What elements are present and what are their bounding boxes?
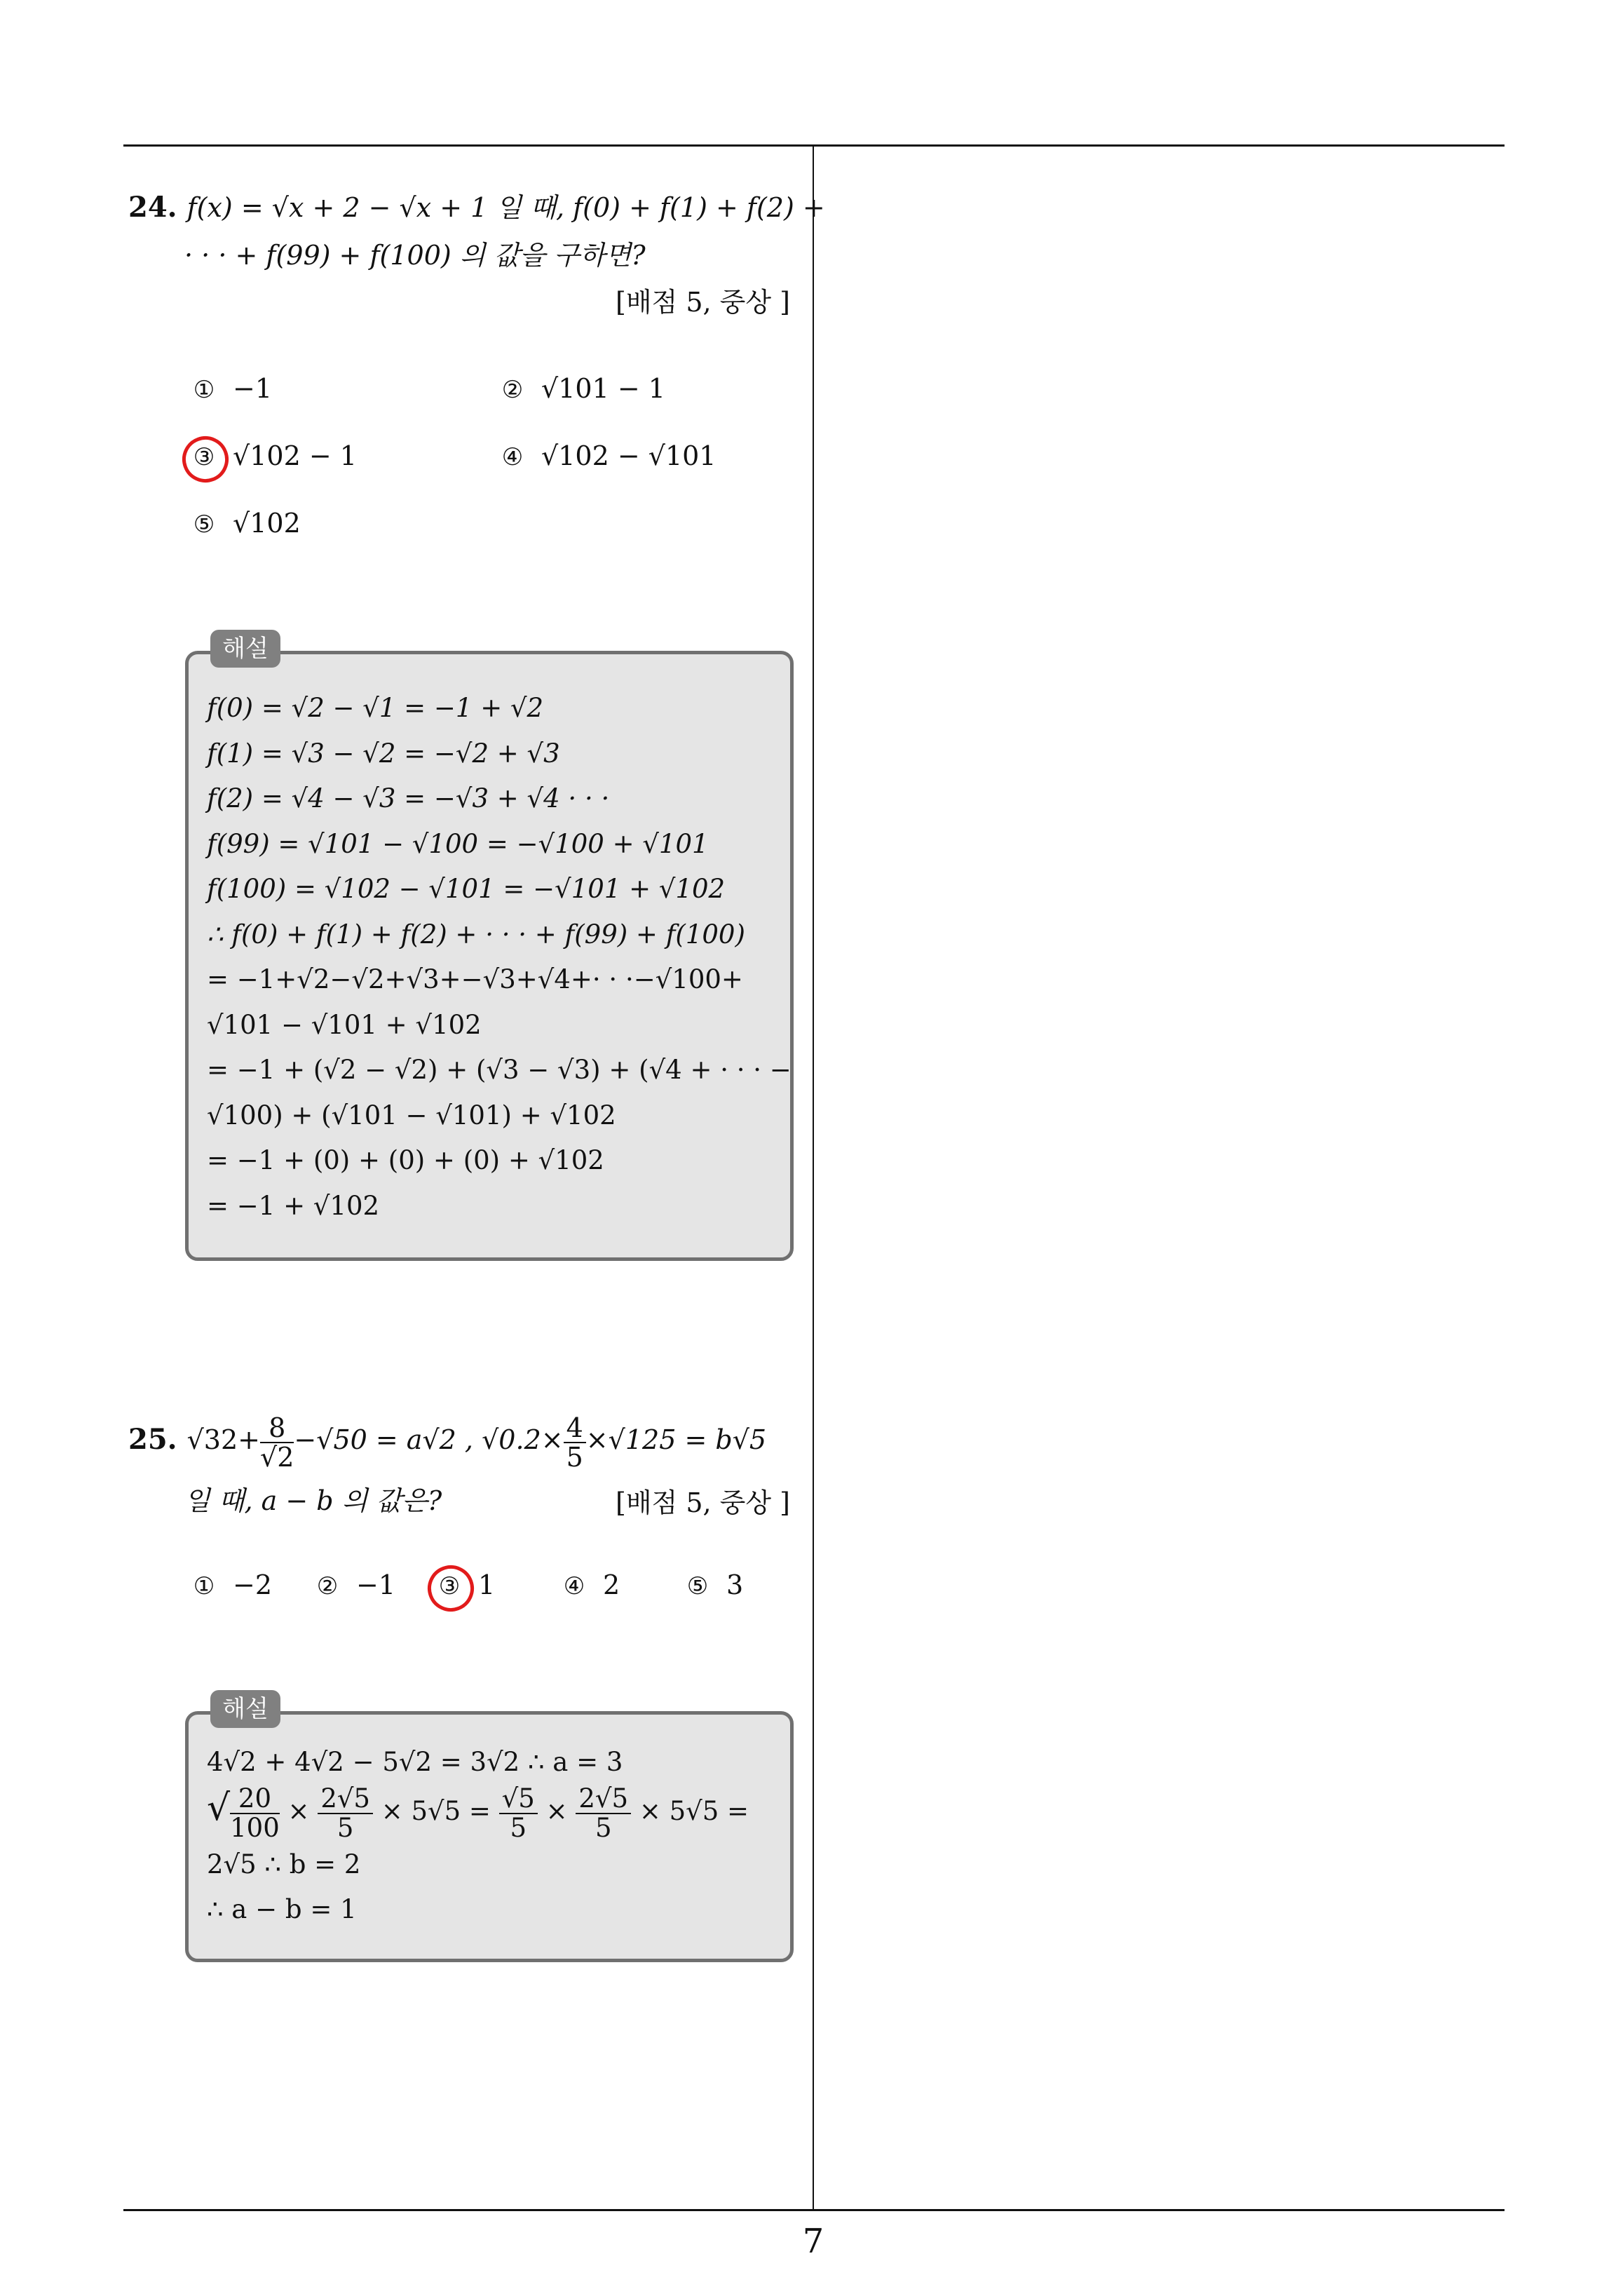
choice-text: 1 bbox=[478, 1569, 496, 1600]
times-sign: × bbox=[287, 1796, 310, 1826]
fraction-numerator: 8 bbox=[260, 1414, 294, 1443]
fraction bbox=[318, 1785, 373, 1842]
bottom-rule bbox=[123, 2209, 1505, 2211]
choice-mark: ⑤ bbox=[193, 511, 215, 539]
solution-line: ∴ a − b = 1 bbox=[207, 1894, 357, 1924]
q24-choice-2[interactable] bbox=[499, 373, 665, 404]
choice-text: 3 bbox=[726, 1569, 744, 1600]
question-text: −√50 = a√2 , √0.2× bbox=[294, 1424, 564, 1455]
solution-line: √100) + (√101 − √101) + √102 bbox=[207, 1100, 616, 1130]
question-24-line2: · · · + f(99) + f(100) 의 값을 구하면? bbox=[184, 240, 646, 271]
q24-choice-5[interactable] bbox=[191, 508, 301, 539]
fraction-numerator: 2√5 bbox=[576, 1785, 631, 1814]
q24-choice-3[interactable] bbox=[191, 440, 357, 471]
question-text: ×√125 = b√5 bbox=[585, 1424, 767, 1455]
solution-line-fractions bbox=[207, 1778, 789, 1842]
q25-choice-1[interactable] bbox=[191, 1569, 272, 1600]
solution-tab-24: 해설 bbox=[210, 630, 280, 668]
solution-text: × 5√5 = bbox=[381, 1796, 491, 1826]
question-24-line1 bbox=[128, 184, 825, 231]
q25-choice-2[interactable] bbox=[314, 1569, 395, 1600]
fraction-denominator: 5 bbox=[566, 1441, 583, 1473]
choice-mark: ① bbox=[193, 1572, 215, 1600]
choice-text: √102 bbox=[233, 508, 301, 539]
choice-mark: ② bbox=[501, 376, 524, 404]
column-divider bbox=[813, 144, 814, 2210]
solution-line: 2√5 ∴ b = 2 bbox=[207, 1849, 361, 1879]
choice-text: −2 bbox=[233, 1569, 273, 1600]
solution-line: = −1 + √102 bbox=[207, 1190, 380, 1221]
solution-line: √101 − √101 + √102 bbox=[207, 1009, 482, 1040]
fraction-numerator: √5 bbox=[499, 1785, 538, 1814]
fraction-8-over-root2 bbox=[260, 1414, 294, 1471]
question-number: 25. bbox=[128, 1423, 177, 1456]
solution-lines-24 bbox=[207, 686, 792, 1229]
choice-text: √101 − 1 bbox=[541, 373, 665, 404]
fraction-4-over-5 bbox=[564, 1414, 586, 1471]
solution-line: f(2) = √4 − √3 = −√3 + √4 · · · bbox=[207, 783, 610, 813]
answer-circle-mark: ③ bbox=[436, 1572, 463, 1600]
times-sign: × bbox=[545, 1796, 568, 1826]
solution-line: f(99) = √101 − √100 = −√100 + √101 bbox=[207, 828, 709, 859]
question-24-meta: [배점 5, 중상 ] bbox=[616, 287, 790, 318]
question-24 bbox=[128, 184, 825, 279]
q25-choice-4[interactable] bbox=[561, 1569, 620, 1600]
fraction-denominator: 5 bbox=[510, 1812, 527, 1843]
fraction bbox=[499, 1785, 538, 1842]
solution-line: f(1) = √3 − √2 = −√2 + √3 bbox=[207, 738, 560, 769]
question-25-meta: [배점 5, 중상 ] bbox=[616, 1487, 790, 1518]
top-rule bbox=[123, 144, 1505, 147]
solution-line: = −1+√2−√2+√3+−√3+√4+· · ·−√100+ bbox=[207, 964, 743, 994]
question-25-line2: 일 때, a − b 의 값은? bbox=[184, 1485, 442, 1516]
fraction-numerator: 4 bbox=[564, 1414, 586, 1443]
choice-text: 2 bbox=[603, 1569, 620, 1600]
fraction-denominator: 5 bbox=[595, 1812, 612, 1843]
question-25-line1 bbox=[128, 1408, 801, 1471]
sqrt-symbol-icon: √ bbox=[207, 1787, 231, 1829]
page-number: 7 bbox=[802, 2222, 824, 2261]
q25-choice-3[interactable] bbox=[436, 1569, 495, 1600]
solution-lines-25 bbox=[207, 1746, 789, 1933]
fraction-numerator: 2√5 bbox=[318, 1785, 373, 1814]
fraction bbox=[230, 1785, 280, 1842]
choice-text: √102 − √101 bbox=[541, 440, 717, 471]
solution-line: 4√2 + 4√2 − 5√2 = 3√2 ∴ a = 3 bbox=[207, 1747, 623, 1777]
answer-circle-mark: ③ bbox=[191, 443, 217, 471]
question-text: √32+ bbox=[186, 1424, 261, 1455]
question-text: f(x) = √x + 2 − √x + 1 일 때, f(0) + f(1) + f(2) + bbox=[186, 192, 825, 223]
solution-line: f(100) = √102 − √101 = −√101 + √102 bbox=[207, 874, 726, 904]
choice-text: √102 − 1 bbox=[233, 440, 357, 471]
solution-line: = −1 + (√2 − √2) + (√3 − √3) + (√4 + · · · − bbox=[207, 1055, 792, 1085]
fraction-numerator: 20 bbox=[230, 1785, 280, 1814]
q25-choice-5[interactable] bbox=[684, 1569, 743, 1600]
choice-text: −1 bbox=[233, 373, 273, 404]
solution-line: f(0) = √2 − √1 = −1 + √2 bbox=[207, 693, 544, 723]
choice-mark: ⑤ bbox=[686, 1572, 709, 1600]
fraction-denominator: 100 bbox=[230, 1812, 280, 1843]
solution-line: ∴ f(0) + f(1) + f(2) + · · · + f(99) + f(100) bbox=[207, 919, 745, 950]
q24-choice-1[interactable] bbox=[191, 373, 272, 404]
choice-text: −1 bbox=[356, 1569, 396, 1600]
solution-tab-25: 해설 bbox=[210, 1690, 280, 1728]
choice-mark: ④ bbox=[563, 1572, 585, 1600]
q24-choice-4[interactable] bbox=[499, 440, 717, 471]
choice-mark: ④ bbox=[501, 443, 524, 471]
fraction-denominator: √2 bbox=[260, 1441, 294, 1473]
solution-text: × 5√5 = bbox=[639, 1796, 749, 1826]
fraction bbox=[576, 1785, 631, 1842]
fraction-denominator: 5 bbox=[337, 1812, 354, 1843]
solution-line: = −1 + (0) + (0) + (0) + √102 bbox=[207, 1145, 604, 1175]
question-number: 24. bbox=[128, 191, 177, 224]
choice-mark: ② bbox=[316, 1572, 339, 1600]
question-25 bbox=[128, 1408, 801, 1471]
choice-mark: ① bbox=[193, 376, 215, 404]
